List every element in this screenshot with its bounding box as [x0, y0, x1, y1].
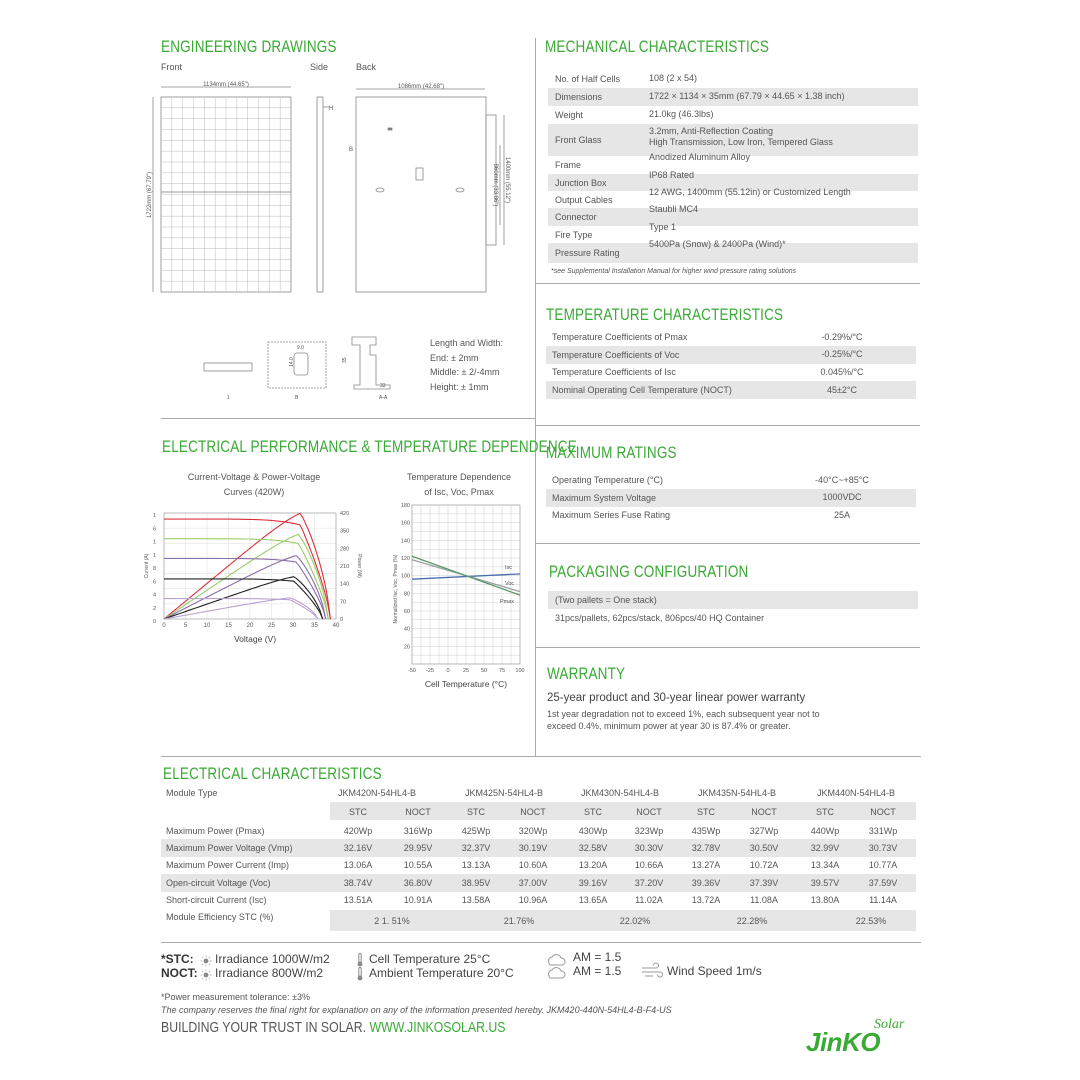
model-name: JKM425N-54HL4-B — [464, 788, 544, 798]
elec-cell: 39.36V — [691, 878, 721, 888]
x-tick-label: 15 — [225, 623, 232, 629]
maxr-key: Operating Temperature (°C) — [552, 475, 663, 485]
elec-cell: 13.65A — [578, 895, 608, 905]
maxr-row — [546, 489, 916, 507]
elec-cell: 420Wp — [343, 826, 373, 836]
maxr-value: 25A — [833, 509, 850, 520]
thermometer-icon — [356, 953, 364, 967]
x-tick-label: 75 — [498, 668, 506, 674]
mech-key: Junction Box — [555, 177, 607, 188]
mech-row — [548, 70, 918, 88]
eng-back-label: Back — [356, 62, 377, 72]
mech-title: MECHANICAL CHARACTERISTICS — [545, 38, 770, 56]
warranty-main: 25-year product and 30-year linear power warranty — [547, 692, 806, 704]
elec-cell: 13.27A — [691, 860, 721, 870]
y-tick-label: 2 — [152, 605, 156, 612]
temp-value: -0.25%/°C — [821, 349, 863, 360]
mech-row — [548, 88, 918, 106]
eng-side-label: Side — [310, 62, 329, 72]
logo-main: JinKO — [806, 1027, 881, 1057]
mech-key: No. of Half Cells — [555, 74, 621, 84]
elec-cell: 13.06A — [343, 860, 373, 870]
elec-title: ELECTRICAL CHARACTERISTICS — [163, 765, 382, 783]
y2-tick-label: 210 — [340, 564, 350, 570]
tol-line-4: Height: ± 1mm — [430, 381, 489, 392]
divider-r2 — [536, 425, 920, 426]
elec-cell: 32.16V — [343, 843, 373, 853]
elec-cell: 13.13A — [461, 860, 491, 870]
maxr-row — [546, 506, 916, 524]
mech-value: Anodized Aluminum Alloy — [649, 152, 751, 162]
temp-row — [546, 381, 916, 399]
elec-row-label: Short-circuit Current (Isc) — [166, 895, 267, 905]
efficiency-value: 2 1. 51% — [374, 916, 410, 926]
tol-line-1: Length and Width: — [430, 338, 504, 348]
elec-cell: 11.08A — [750, 895, 778, 905]
maxr-title: MAXIMUM RATINGS — [546, 444, 677, 462]
x-tick-label: 35 — [311, 623, 318, 629]
elec-cell: 430Wp — [578, 826, 608, 836]
c2-title-1: Temperature Dependence — [406, 472, 512, 482]
am-1: AM = 1.5 — [573, 950, 622, 964]
mech-row — [548, 187, 918, 208]
elec-cell: 10.55A — [403, 860, 433, 870]
elec-cell: 435Wp — [691, 826, 721, 836]
temp-key: Nominal Operating Cell Temperature (NOCT) — [552, 385, 732, 396]
temp-row — [546, 363, 916, 381]
sun-icon — [200, 969, 212, 981]
temp-key: Temperature Coefficients of Voc — [552, 349, 680, 360]
stc-header: STC — [816, 807, 834, 817]
module-type-label: Module Type — [166, 788, 218, 798]
side-drawing — [317, 97, 330, 292]
x-tick-label: 0 — [162, 623, 166, 629]
y-tick-label: 80 — [403, 591, 410, 598]
jinko-logo — [806, 1015, 926, 1060]
c1-title-1: Current-Voltage & Power-Voltage — [187, 472, 321, 482]
elec-cell: 32.37V — [461, 843, 491, 853]
dim-back-h1: 1400mm (55.12") — [504, 156, 510, 204]
elec-cell: 37.00V — [518, 878, 548, 888]
noct-header: NOCT — [405, 807, 431, 817]
footer-url[interactable]: WWW.JINKOSOLAR.US — [369, 1019, 506, 1036]
footer-reserve: The company reserves the final right for explanation on any of the information presented hereby. JKM420-440N-54HL4-B-F4-US — [161, 1005, 672, 1015]
elec-cell: 323Wp — [634, 826, 664, 836]
elec-cell: 32.78V — [691, 843, 721, 853]
maxr-row — [546, 471, 916, 489]
warranty-l2: exceed 0.4%, minimum power at year 30 is 87.4% or greater. — [547, 721, 791, 731]
mech-value: 1722 × 1134 × 35mm (67.79 × 44.65 × 1.38 inch) — [649, 91, 845, 101]
perf-title: ELECTRICAL PERFORMANCE & TEMPERATURE DEPENDENCE — [162, 438, 577, 456]
elec-cell: 10.66A — [634, 860, 664, 870]
elec-row-label: Open-circuit Voltage (Voc) — [166, 878, 271, 888]
temp-value: -0.29%/°C — [821, 331, 863, 342]
y-tick-label: 1 — [152, 513, 156, 519]
elec-cell: 10.72A — [749, 860, 779, 870]
elec-row-label: Maximum Power Voltage (Vmp) — [166, 843, 293, 853]
y-tick-label: 1 — [152, 539, 156, 546]
y-tick-label: 6 — [152, 579, 156, 586]
efficiency-value: 22.53% — [855, 916, 887, 926]
temp-key: Temperature Coefficients of Isc — [552, 367, 676, 378]
y-tick-label: 6 — [152, 526, 156, 533]
divider-elec-bottom — [161, 942, 921, 943]
divider-vertical — [535, 38, 536, 756]
cap-1: 1 — [227, 395, 230, 401]
front-panel-drawing — [153, 87, 291, 292]
elec-cell: 36.80V — [403, 878, 433, 888]
sun-icon — [200, 955, 212, 967]
x-tick-label: -25 — [426, 668, 434, 674]
mech-key: Dimensions — [555, 92, 603, 102]
dim-height: 1722mm (67.79") — [147, 171, 153, 219]
x-tick-label: 100 — [515, 668, 525, 674]
elec-cell: 37.59V — [868, 878, 898, 888]
noct-header: NOCT — [751, 807, 777, 817]
elec-cell: 30.19V — [518, 843, 548, 853]
y2-tick-label: 0 — [340, 617, 344, 623]
stc-label: *STC: — [161, 952, 194, 966]
y-tick-label: 20 — [403, 644, 410, 651]
mech-key: Pressure Rating — [555, 248, 620, 258]
elec-cell: 38.74V — [343, 878, 373, 888]
tolerance-block — [430, 336, 503, 394]
series-label-voc: Voc — [505, 581, 515, 587]
elec-cell: 425Wp — [461, 826, 491, 836]
y2-tick-label: 70 — [340, 599, 347, 606]
c1-title-2: Curves (420W) — [223, 487, 285, 497]
temp-row — [546, 328, 916, 346]
mech-value: Staubli MC4 — [649, 204, 699, 214]
elec-cell: 37.39V — [749, 878, 779, 888]
irr-1: Irradiance 1000W/m2 — [215, 952, 330, 966]
elec-cell: 440Wp — [810, 826, 840, 836]
eng-front-label: Front — [161, 62, 183, 72]
mech-key: Weight — [555, 110, 583, 120]
detail-d1: 9.0 — [297, 345, 304, 351]
x-tick-label: 25 — [268, 623, 275, 629]
stc-header: STC — [697, 807, 715, 817]
elec-cell: 327Wp — [749, 826, 779, 836]
pack-title: PACKAGING CONFIGURATION — [549, 563, 749, 581]
mech-row — [548, 152, 918, 174]
maxr-key: Maximum Series Fuse Rating — [552, 510, 671, 521]
elec-cell: 316Wp — [403, 826, 433, 836]
mech-row — [548, 106, 918, 124]
detail-d2: 14.0 — [289, 357, 295, 367]
mech-value: 3.2mm, Anti-Reflection Coating — [649, 126, 774, 136]
x-tick-label: 30 — [289, 623, 297, 629]
x-tick-label: 0 — [446, 668, 450, 674]
temp-dependence-chart — [390, 497, 530, 692]
tol-line-2: End: ± 2mm — [430, 352, 479, 363]
temp-title: TEMPERATURE CHARACTERISTICS — [546, 306, 784, 324]
elec-cell: 10.91A — [403, 895, 433, 905]
mech-row — [548, 239, 918, 263]
elec-cell: 30.73V — [868, 843, 898, 853]
thermometer-icon — [356, 967, 364, 981]
y-tick-label: 4 — [152, 592, 156, 599]
pv-curve — [164, 513, 330, 619]
y-axis-label: Normalized Isc, Voc, Pmax (%) — [393, 554, 399, 624]
y2-tick-label: 280 — [340, 546, 350, 553]
footer-tolerance: *Power measurement tolerance: ±3% — [161, 992, 311, 1002]
elec-cell: 11.14A — [869, 895, 897, 905]
dim-front-width: 1134mm (44.65") — [203, 82, 249, 88]
eng-title: ENGINEERING DRAWINGS — [161, 38, 337, 56]
elec-cell: 13.58A — [461, 895, 491, 905]
wind-speed: Wind Speed 1m/s — [667, 964, 762, 978]
stc-header: STC — [584, 807, 602, 817]
noct-label: NOCT: — [161, 966, 198, 980]
x-tick-label: 25 — [462, 668, 470, 674]
pack-r2-text: 31pcs/pallets, 62pcs/stack, 806pcs/40 HQ Container — [555, 613, 765, 623]
mech-row — [548, 204, 918, 226]
temp-value: 0.045%/°C — [820, 366, 864, 377]
mech-value: 108 (2 x 54) — [649, 73, 698, 83]
x-tick-label: 50 — [480, 668, 488, 674]
elec-cell: 13.51A — [343, 895, 373, 905]
model-name: JKM430N-54HL4-B — [580, 788, 660, 798]
series-label-isc: Isc — [505, 565, 513, 571]
elec-cell: 13.72A — [691, 895, 721, 905]
model-name: JKM440N-54HL4-B — [816, 788, 896, 798]
elec-cell: 10.96A — [518, 895, 548, 905]
temp-row — [546, 346, 916, 364]
warranty-title: WARRANTY — [547, 665, 626, 683]
mech-note: *see Supplemental Installation Manual for higher wind pressure rating solutions — [551, 268, 797, 275]
dim-back-width: 1086mm (42.68") — [397, 84, 445, 90]
y-tick-label: 60 — [403, 609, 410, 615]
cap-b: B — [295, 395, 299, 401]
c2-title-2: of Isc, Voc, Pmax — [424, 487, 494, 497]
x-tick-label: 10 — [203, 623, 211, 629]
model-name: JKM420N-54HL4-B — [337, 788, 417, 798]
y2-tick-label: 140 — [340, 581, 350, 588]
detail-d4: 33 — [380, 383, 386, 389]
efficiency-label: Module Efficiency STC (%) — [166, 912, 274, 922]
footer-slogan: BUILDING YOUR TRUST IN SOLAR. — [161, 1019, 367, 1036]
footer-slogan-wrap — [161, 1019, 505, 1036]
divider-r3 — [536, 543, 920, 544]
stc-header: STC — [467, 807, 485, 817]
noct-header: NOCT — [870, 807, 896, 817]
y2-tick-label: 350 — [340, 528, 350, 535]
elec-cell: 331Wp — [868, 826, 898, 836]
y2-tick-label: 420 — [340, 511, 350, 517]
y-tick-label: 100 — [400, 573, 410, 580]
elec-cell: 39.57V — [810, 878, 840, 888]
temp-value: 45±2°C — [826, 384, 858, 395]
y-tick-label: 0 — [152, 619, 156, 625]
pv-curve — [164, 577, 323, 619]
am-2: AM = 1.5 — [573, 964, 622, 978]
stc-header: STC — [349, 807, 367, 817]
divider-left-bottom — [161, 756, 921, 757]
iv-pv-chart — [140, 505, 360, 650]
x-axis-label: Cell Temperature (°C) — [424, 679, 508, 689]
pv-curve — [164, 598, 318, 619]
elec-cell: 39.16V — [578, 878, 608, 888]
irr-2: Irradiance 800W/m2 — [215, 966, 324, 980]
mech-value: 21.0kg (46.3lbs) — [649, 109, 714, 119]
noct-header: NOCT — [636, 807, 662, 817]
cap-aa: A-A — [379, 395, 388, 401]
elec-cell: 32.99V — [810, 843, 840, 853]
mech-value: 12 AWG, 1400mm (55.12in) or Customized Length — [649, 187, 851, 197]
elec-cell: 30.30V — [634, 843, 664, 853]
elec-cell: 10.60A — [518, 860, 548, 870]
mech-value: IP68 Rated — [649, 170, 695, 180]
label-b: B — [349, 147, 354, 153]
y2-axis-label: Power (W) — [356, 554, 362, 578]
divider-r4 — [536, 647, 920, 648]
warranty-l1: 1st year degradation not to exceed 1%, each subsequent year not to — [547, 709, 820, 719]
y-tick-label: 1 — [152, 552, 156, 559]
x-tick-label: 40 — [332, 623, 340, 629]
elec-cell: 38.95V — [461, 878, 491, 888]
iv-curve — [164, 599, 318, 619]
mech-key: Front Glass — [555, 135, 602, 145]
maxr-key: Maximum System Voltage — [552, 492, 657, 503]
elec-cell: 10.77A — [868, 860, 898, 870]
pack-r1-text: (Two pallets = One stack) — [555, 595, 657, 605]
x-axis-label: Voltage (V) — [233, 634, 277, 644]
pack-row-1 — [548, 591, 918, 609]
dim-back-h2: 860mm (33.86") — [492, 163, 498, 207]
maxr-value: -40°C~+85°C — [815, 474, 869, 485]
elec-cell: 30.50V — [749, 843, 779, 853]
pack-row-2 — [548, 609, 918, 627]
x-tick-label: 5 — [183, 623, 188, 629]
elec-cell: 13.34A — [810, 860, 840, 870]
temp-key: Temperature Coefficients of Pmax — [552, 332, 688, 342]
y-tick-label: 160 — [400, 520, 410, 527]
noct-header: NOCT — [520, 807, 546, 817]
elec-cell: 29.95V — [403, 843, 433, 853]
temp-1: Cell Temperature 25°C — [369, 952, 491, 966]
elec-cell: 13.20A — [578, 860, 608, 870]
back-panel-drawing — [356, 89, 504, 292]
tol-line-3: Middle: ± 2/-4mm — [430, 367, 500, 377]
mech-value: Type 1 — [649, 222, 677, 232]
y-tick-label: 140 — [400, 538, 410, 545]
divider-left-mid — [161, 418, 535, 419]
divider-r1 — [536, 283, 920, 284]
series-label-pmax: Pmax — [500, 599, 515, 605]
y-tick-label: 40 — [403, 626, 410, 633]
elec-cell: 11.02A — [635, 895, 663, 905]
elec-cell: 320Wp — [518, 826, 548, 836]
mech-key: Output Cables — [555, 194, 613, 205]
mech-value: 5400Pa (Snow) & 2400Pa (Wind)* — [649, 239, 786, 249]
mech-key: Fire Type — [555, 229, 593, 240]
maxr-value: 1000VDC — [822, 492, 862, 503]
model-name: JKM435N-54HL4-B — [697, 788, 777, 798]
x-tick-label: 20 — [246, 623, 254, 629]
elec-row-label: Maximum Power (Pmax) — [166, 826, 265, 836]
mech-key: Frame — [555, 160, 582, 170]
wind-icon — [640, 964, 664, 978]
detail-d3: 35 — [342, 357, 348, 363]
y-tick-label: 180 — [400, 503, 410, 509]
temp-2: Ambient Temperature 20°C — [369, 966, 514, 980]
elec-cell: 13.80A — [810, 895, 840, 905]
y-axis-label: Current (A) — [144, 553, 150, 579]
elec-row-label: Maximum Power Current (Imp) — [166, 860, 290, 870]
y-tick-label: 8 — [152, 566, 156, 572]
y-tick-label: 120 — [400, 556, 410, 562]
cloud-icon — [544, 950, 568, 980]
elec-cell: 37.20V — [634, 878, 664, 888]
efficiency-value: 22.28% — [736, 916, 768, 926]
efficiency-value: 22.02% — [619, 916, 651, 926]
mech-value-2: High Transmission, Low Iron, Tempered Glass — [649, 137, 833, 147]
label-h: H — [329, 106, 334, 112]
x-tick-label: -50 — [408, 668, 416, 674]
efficiency-value: 21.76% — [503, 916, 535, 926]
mech-key: Connector — [555, 212, 597, 222]
logo-sub: Solar — [874, 1017, 905, 1032]
elec-cell: 32.58V — [578, 843, 608, 853]
